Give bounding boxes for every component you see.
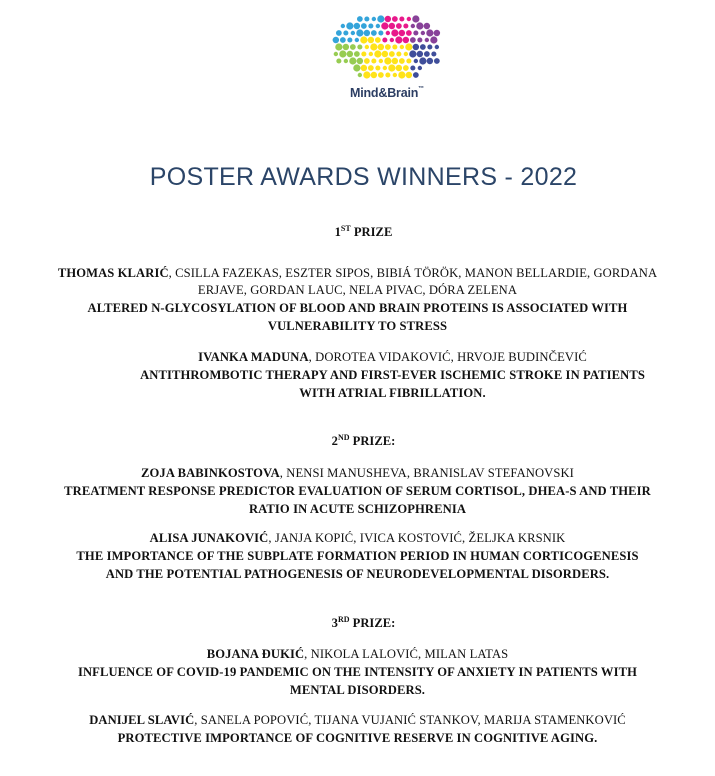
brain-dot <box>346 22 353 29</box>
brain-dot <box>385 72 390 77</box>
brain-dot <box>347 51 354 58</box>
brain-dot <box>349 57 356 64</box>
poster-title: ALTERED N-GLYCOSYLATION OF BLOOD AND BRAIN PROTEINS IS ASSOCIATED WITH <box>87 301 628 315</box>
brain-dot <box>399 16 404 21</box>
brain-dot <box>410 37 416 43</box>
brain-dot <box>343 44 350 51</box>
brain-dot <box>389 23 396 30</box>
brain-dot <box>354 23 361 30</box>
lead-author: BOJANA ĐUKIĆ <box>206 647 305 661</box>
brain-dot <box>399 30 406 37</box>
brain-dot <box>396 51 401 56</box>
brain-dot <box>434 30 441 37</box>
brain-dot <box>392 16 398 22</box>
brain-dot <box>333 37 340 44</box>
page-title: POSTER AWARDS WINNERS - 2022 <box>149 163 578 191</box>
brain-dot <box>425 38 429 42</box>
brain-dot <box>378 30 383 35</box>
brain-dot <box>357 16 363 22</box>
brain-dot <box>350 44 356 50</box>
brain-dot <box>400 45 404 49</box>
co-authors: , JANJA KOPIĆ, IVICA KOSTOVIĆ, ŽELJKA KRSNIK <box>268 531 566 545</box>
brain-dot <box>361 65 368 72</box>
authors-line <box>35 349 715 365</box>
brain-dot <box>368 37 375 44</box>
brain-dot <box>343 30 348 35</box>
brain-dot <box>427 44 432 49</box>
poster-title: RATIO IN ACUTE SCHIZOPHRENIA <box>248 502 467 516</box>
brain-dot <box>385 16 392 23</box>
brain-dot <box>399 58 405 64</box>
brain-dot <box>421 31 425 35</box>
prize-heading-1: 1ST PRIZE <box>334 224 393 239</box>
brain-dot <box>363 71 370 78</box>
brain-dot <box>406 30 412 36</box>
brain-dot <box>374 50 381 57</box>
brain-dot <box>347 37 352 42</box>
brain-dot <box>431 51 436 56</box>
brain-dot <box>356 29 363 36</box>
co-authors: , SANELA POPOVIĆ, TIJANA VUJANIĆ STANKOV, MARIJA STAMENKOVIĆ <box>194 713 626 727</box>
brain-dot <box>340 37 346 43</box>
brain-dot <box>344 59 348 63</box>
brain-dot <box>409 50 416 57</box>
authors-line <box>0 530 715 546</box>
poster-title: PROTECTIVE IMPORTANCE OF COGNITIVE RESERVE IN COGNITIVE AGING. <box>117 731 598 745</box>
brain-dot <box>377 15 384 22</box>
brain-dot <box>404 52 408 56</box>
brain-dot <box>339 50 346 57</box>
co-authors: , CSILLA FAZEKAS, ESZTER SIPOS, BIBIÁ TÖRÖK, MANON BELLARDIE, GORDANA <box>168 266 658 280</box>
lead-author: ALISA JUNAKOVIĆ <box>149 531 269 545</box>
brain-dot <box>435 45 439 49</box>
authors-line <box>0 265 715 281</box>
brain-dot <box>424 51 430 57</box>
brain-dot <box>390 38 394 42</box>
logo-text: Mind&Brain <box>350 86 419 100</box>
brain-dot <box>407 17 411 21</box>
lead-author: DANIJEL SLAVIĆ <box>89 713 195 727</box>
poster-title: WITH ATRIAL FIBRILLATION. <box>299 386 486 400</box>
brain-dot <box>379 59 383 63</box>
brain-dot <box>369 52 373 56</box>
brain-dot <box>351 31 355 35</box>
brain-dot <box>391 29 398 36</box>
brain-dot <box>414 59 418 63</box>
poster-title: AND THE POTENTIAL PATHOGENESIS OF NEURODEVELOPMENTAL DISORDERS. <box>105 567 610 581</box>
brain-logo-icon <box>326 10 442 86</box>
brain-dot <box>371 72 378 79</box>
brain-dot <box>386 31 390 35</box>
brain-dot <box>403 65 409 71</box>
brain-dot <box>389 51 395 57</box>
brain-dot <box>419 57 426 64</box>
brain-dot <box>378 44 385 51</box>
brain-dot <box>395 36 402 43</box>
brain-dot <box>382 37 387 42</box>
brain-dot <box>375 65 380 70</box>
brain-dot <box>426 29 433 36</box>
brain-dot <box>381 22 388 29</box>
prize-heading-3: 3RD PRIZE: <box>331 615 396 630</box>
poster-title: VULNERABILITY TO STRESS <box>267 319 448 333</box>
brain-dot <box>364 30 371 37</box>
brain-dot <box>427 58 434 65</box>
authors-line: ERJAVE, GORDAN LAUC, NELA PIVAC, DÓRA ZELENA <box>197 283 518 297</box>
brain-dot <box>393 73 397 77</box>
trademark-symbol: ™ <box>418 86 424 92</box>
authors-line <box>0 712 715 728</box>
brain-dot <box>368 65 374 71</box>
brain-dot <box>384 57 391 64</box>
co-authors: , NENSI MANUSHEVA, BRANISLAV STEFANOVSKI <box>279 466 574 480</box>
brain-dot <box>430 36 437 43</box>
brain-dot <box>335 43 342 50</box>
brain-dot <box>412 15 419 22</box>
brain-dot <box>353 64 360 71</box>
brain-dot <box>388 64 395 71</box>
brain-dot <box>354 51 360 57</box>
brain-dot <box>376 24 380 28</box>
authors-line <box>0 646 715 662</box>
lead-author: IVANKA MADUNA <box>198 350 309 364</box>
poster-title: INFLUENCE OF COVID-19 PANDEMIC ON THE INTENSITY OF ANXIETY IN PATIENTS WITH <box>77 665 637 679</box>
logo-wordmark <box>332 86 442 100</box>
poster-title: THE IMPORTANCE OF THE SUBPLATE FORMATION PERIOD IN HUMAN CORTICOGENESIS <box>76 549 639 563</box>
lead-author: THOMAS KLARIĆ <box>57 266 169 280</box>
brain-dot <box>420 44 426 50</box>
brain-dot <box>371 58 376 63</box>
brain-dot <box>371 30 377 36</box>
brain-dot <box>336 58 341 63</box>
brain-dot <box>413 72 419 78</box>
brain-dot <box>396 23 402 29</box>
brain-dot <box>364 58 370 64</box>
brain-dot <box>403 23 408 28</box>
brain-dot <box>383 66 387 70</box>
authors-line <box>0 465 715 481</box>
brain-dot <box>411 24 415 28</box>
brain-dot <box>368 23 373 28</box>
brain-dot <box>392 58 399 65</box>
brain-dot <box>413 30 418 35</box>
brain-dot <box>365 45 369 49</box>
brain-dot <box>361 51 366 56</box>
brain-dot <box>375 37 381 43</box>
prize-heading-2: 2ND PRIZE: <box>331 433 396 448</box>
brain-dot <box>385 44 391 50</box>
brain-dot <box>336 30 342 36</box>
poster-title: ANTITHROMBOTIC THERAPY AND FIRST-EVER ISCHEMIC STROKE IN PATIENTS <box>140 368 645 382</box>
brain-dot <box>360 36 367 43</box>
brain-dot <box>434 58 440 64</box>
brain-dot <box>358 73 362 77</box>
brain-dot <box>406 58 411 63</box>
brain-dot <box>416 22 423 29</box>
brain-dot <box>396 65 403 72</box>
brain-dot <box>417 51 424 58</box>
co-authors: , NIKOLA LALOVIĆ, MILAN LATAS <box>304 647 509 661</box>
brain-dot <box>413 44 420 51</box>
brain-dot <box>370 43 377 50</box>
poster-title: TREATMENT RESPONSE PREDICTOR EVALUATION OF SERUM CORTISOL, DHEA-S AND THEIR <box>64 484 651 498</box>
brain-dot <box>372 17 376 21</box>
poster-title: MENTAL DISORDERS. <box>289 683 426 697</box>
brain-dot <box>424 23 431 30</box>
brain-dot <box>364 16 369 21</box>
brain-dot <box>361 23 367 29</box>
brain-dot <box>334 52 338 56</box>
brain-dot <box>392 44 397 49</box>
mind-and-brain-logo <box>320 10 450 102</box>
brain-dot <box>410 65 415 70</box>
co-authors: , DOROTEA VIDAKOVIĆ, HRVOJE BUDINČEVIĆ <box>308 350 587 364</box>
brain-dot <box>355 38 359 42</box>
brain-dot <box>418 66 422 70</box>
brain-dot <box>341 24 345 28</box>
brain-dot <box>406 72 413 79</box>
brain-dot <box>382 51 389 58</box>
brain-dot <box>417 37 422 42</box>
brain-dot <box>357 58 364 65</box>
brain-dot <box>357 44 362 49</box>
brain-dot <box>405 43 412 50</box>
brain-dot <box>403 37 410 44</box>
lead-author: ZOJA BABINKOSTOVA <box>141 466 280 480</box>
brain-dot <box>378 72 384 78</box>
brain-dot <box>398 71 405 78</box>
